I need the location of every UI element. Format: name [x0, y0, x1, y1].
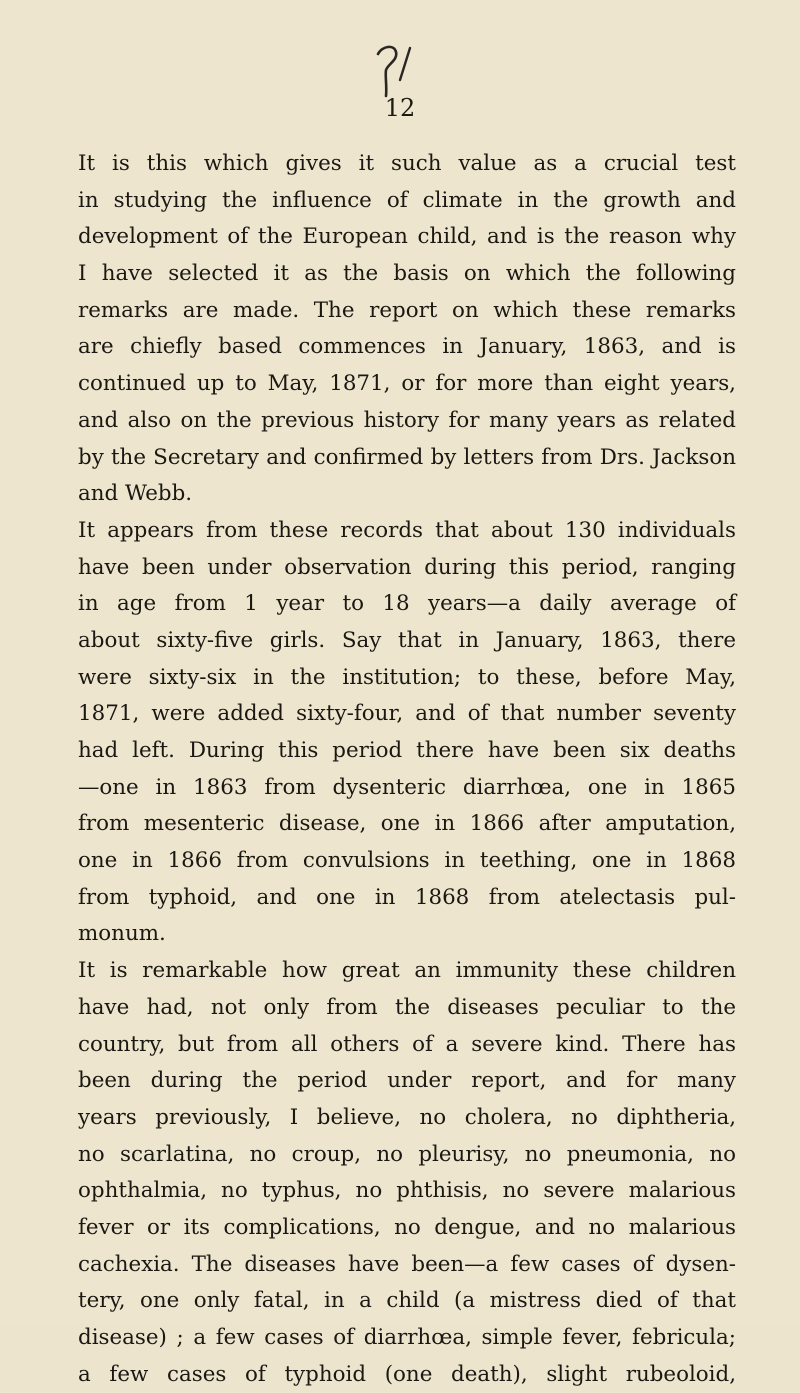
text-line: one in 1866 from convulsions in teething, one in 1868 — [78, 848, 736, 874]
text-line: monum. — [78, 921, 166, 947]
text-line: about sixty-five girls. Say that in January, 1863, there — [78, 627, 736, 653]
text-line: no scarlatina, no croup, no pleurisy, no pneumonia, no — [78, 1141, 736, 1167]
text-line: fever or its complications, no dengue, and no malarious — [78, 1214, 736, 1240]
text-line: 1871, were added sixty-four, and of that number seventy — [78, 701, 736, 727]
text-line: years previously, I believe, no cholera, no diphtheria, — [78, 1104, 736, 1130]
text-line: continued up to May, 1871, or for more than eight years, — [78, 371, 736, 397]
text-line: have been under observation during this period, ranging — [78, 554, 736, 580]
text-line: country, but from all others of a severe kind. There has — [78, 1031, 736, 1057]
handwritten-annotation — [368, 40, 428, 100]
text-line: were sixty-six in the institution; to these, before May, — [78, 664, 736, 690]
text-line: remarks are made. The report on which these remarks — [78, 297, 736, 323]
text-line: a few cases of typhoid (one death), slight rubeoloid, — [78, 1361, 736, 1387]
text-line: by the Secretary and confirmed by letters from Drs. Jackson — [78, 444, 736, 470]
text-line: in age from 1 year to 18 years—a daily average of — [78, 591, 736, 617]
text-line: had left. During this period there have been six deaths — [78, 738, 736, 763]
text-line: are chiefly based commences in January, 1863, and is — [78, 334, 736, 360]
text-line: from mesenteric disease, one in 1866 after amputation, — [78, 811, 736, 837]
text-line: have had, not only from the diseases peculiar to the — [78, 994, 736, 1020]
text-line: development of the European child, and is the reason why — [78, 224, 736, 250]
body-text — [78, 146, 736, 1393]
text-line: in studying the influence of climate in the growth and — [78, 187, 736, 213]
text-line: —one in 1863 from dysenteric diarrhœa, one in 1865 — [78, 774, 736, 800]
text-line: cachexia. The diseases have been—a few cases of dysen- — [78, 1251, 736, 1277]
page-number: 12 — [384, 94, 416, 122]
text-line: It is this which gives it such value as a crucial test — [78, 151, 736, 176]
text-line: tery, one only fatal, in a child (a mistress died of that — [78, 1288, 736, 1314]
text-line: and Webb. — [78, 481, 193, 507]
text-line: and also on the previous history for many years as related — [78, 407, 736, 433]
text-line: been during the period under report, and for many — [78, 1068, 736, 1094]
text-line: It is remarkable how great an immunity these children — [78, 958, 736, 984]
text-line: from typhoid, and one in 1868 from atelectasis pul- — [78, 884, 736, 910]
text-line: ophthalmia, no typhus, no phthisis, no severe malarious — [78, 1178, 736, 1204]
text-line: I have selected it as the basis on which the following — [78, 261, 736, 287]
text-line: disease) ; a few cases of diarrhœa, simple fever, febricula; — [78, 1325, 736, 1350]
text-line: It appears from these records that about 130 individuals — [78, 517, 736, 543]
